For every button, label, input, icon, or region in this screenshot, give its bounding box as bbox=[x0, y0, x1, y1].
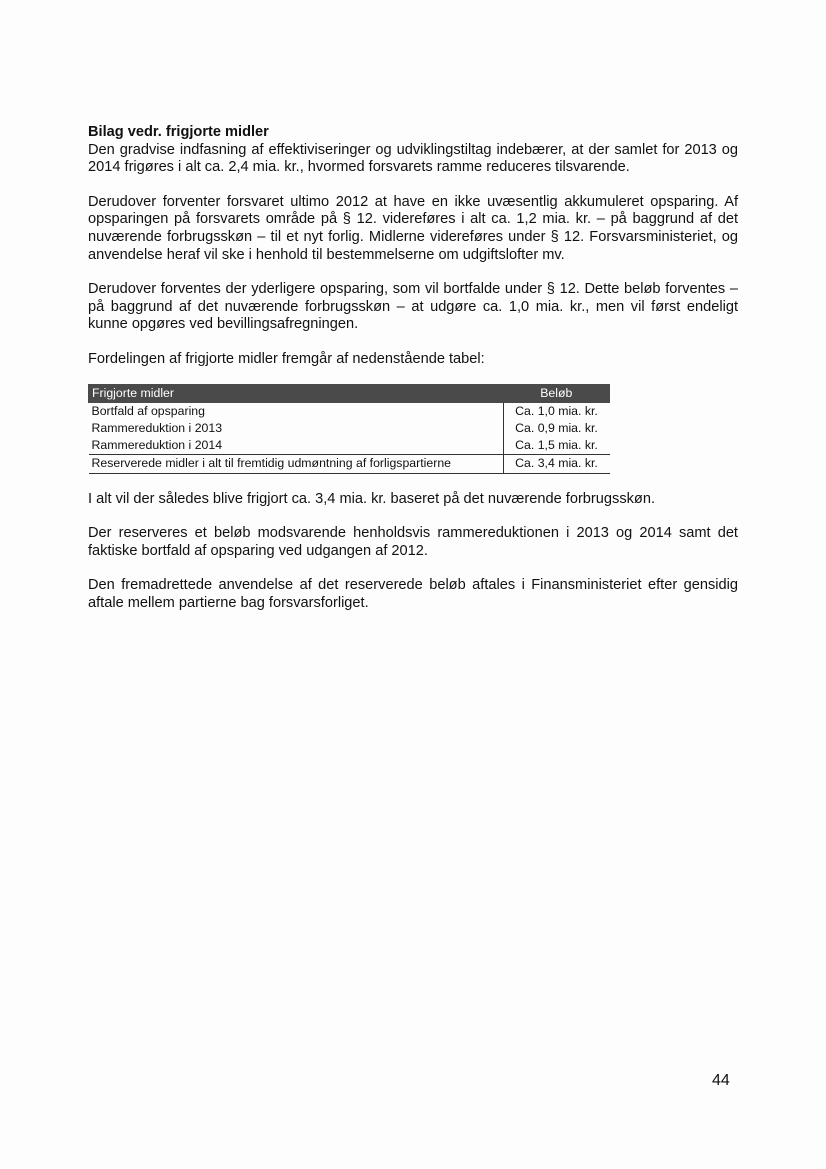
page-number: 44 bbox=[712, 1072, 730, 1089]
paragraph-4: Fordelingen af frigjorte midler fremgår af nedenstående tabel: bbox=[88, 350, 485, 367]
row-label: Rammereduktion i 2013 bbox=[91, 420, 223, 435]
spacer bbox=[88, 334, 738, 351]
table-row bbox=[89, 420, 610, 437]
spacer bbox=[88, 264, 738, 281]
table-row bbox=[89, 402, 610, 420]
paragraph-7: Den fremadrettede anvendelse af det reserverede beløb aftales i Finansministeriet efter gensidig aftale mellem partierne bag forsvarsforliget. bbox=[88, 577, 738, 611]
spacer bbox=[88, 560, 738, 577]
row-amount: Ca. 1,5 mia. kr. bbox=[503, 437, 610, 455]
header-label: Frigjorte midler bbox=[89, 384, 504, 402]
spacer bbox=[88, 474, 738, 491]
paragraph-5: I alt vil der således blive frigjort ca. 3,4 mia. kr. baseret på det nuværende forbrugsskøn. bbox=[88, 490, 655, 507]
paragraph-1: Den gradvise indfasning af effektiviseringer og udviklingstiltag indebærer, at der samlet for 2013 og 2014 frigøres i alt ca. 2,4 mia. kr., hvormed forsvarets ramme reduceres tilsvarende. bbox=[88, 141, 738, 176]
row-amount: Ca. 1,0 mia. kr. bbox=[503, 402, 610, 420]
header-amount: Beløb bbox=[503, 384, 610, 402]
row-label: Reserverede midler i alt til fremtidig udmøntning af forligspartierne bbox=[89, 455, 504, 473]
document-body bbox=[88, 124, 738, 613]
row-label: Rammereduktion i 2014 bbox=[91, 438, 223, 453]
spacer bbox=[88, 369, 738, 382]
table-row-total bbox=[89, 455, 610, 473]
paragraph-2: Derudover forventer forsvaret ultimo 2012 at have en ikke uvæsentlig akkumuleret opsparing. Af opsparingen på forsvarets område på § 12. videreføres i alt ca. 1,2 mia. kr. – på baggrund af det nuværende forbrugsskøn – til et nyt forlig. Midlerne videreføres under § 12. Forsvarsministeriet, og anvendelse heraf vil ske i henhold til bestemmelserne om udgiftslofter mv. bbox=[88, 193, 738, 263]
funds-table bbox=[88, 384, 610, 474]
table-header-row bbox=[89, 384, 610, 402]
paragraph-3: Derudover forventes der yderligere opsparing, som vil bortfalde under § 12. Dette beløb forventes – på baggrund af det nuværende forbrugsskøn – at udgøre ca. 1,0 mia. kr., men vil først endeligt kunne opgøres ved bevillingsafregningen. bbox=[88, 281, 738, 333]
row-amount: Ca. 0,9 mia. kr. bbox=[503, 420, 610, 437]
paragraph-6: Der reserveres et beløb modsvarende henholdsvis rammereduktionen i 2013 og 2014 samt det faktiske bortfald af opsparing ved udgangen af 2012. bbox=[88, 525, 738, 559]
spacer bbox=[88, 177, 738, 194]
section-heading: Bilag vedr. frigjorte midler bbox=[88, 124, 269, 140]
row-amount: Ca. 3,4 mia. kr. bbox=[503, 455, 610, 473]
spacer bbox=[88, 508, 738, 525]
row-label: Bortfald af opsparing bbox=[91, 403, 205, 418]
table-row bbox=[89, 437, 610, 455]
